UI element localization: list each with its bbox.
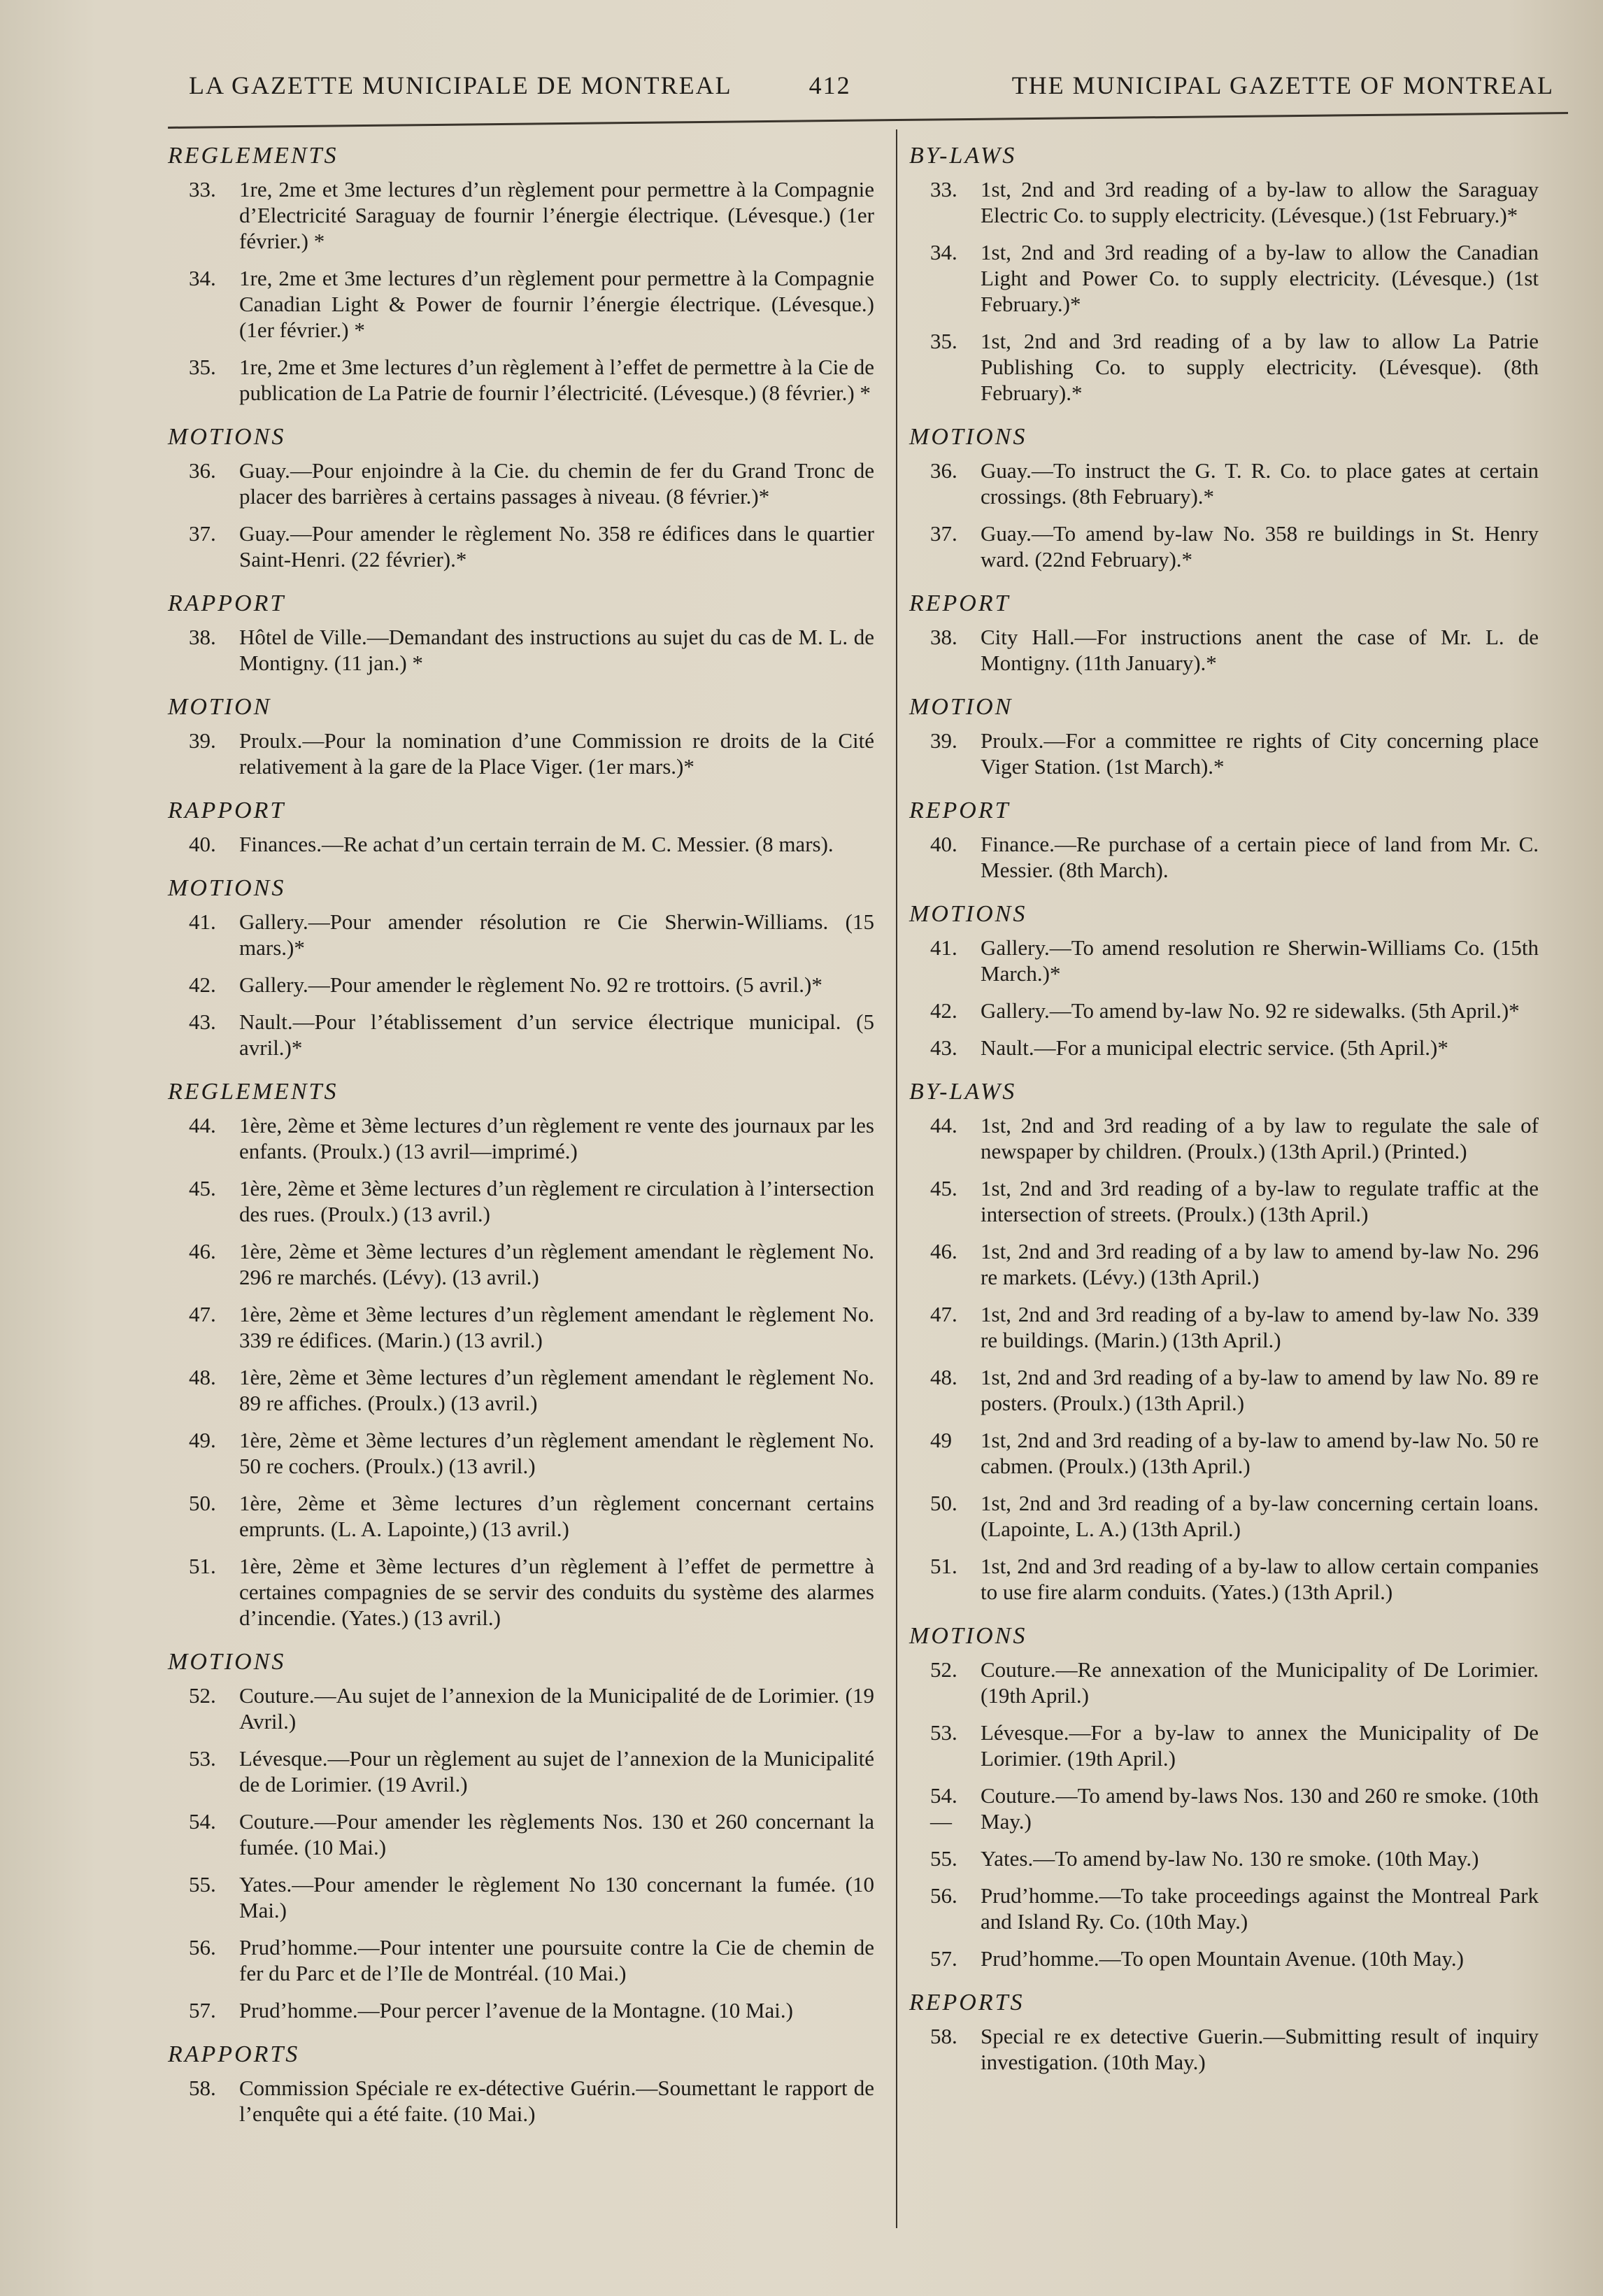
item-number: 44. xyxy=(189,1113,216,1138)
item-text: Guay.—To amend by-law No. 358 re buildings in St. Henry ward. (22nd February).* xyxy=(981,521,1539,572)
agenda-item xyxy=(168,1112,874,1164)
item-number: 37. xyxy=(189,521,216,546)
english-column xyxy=(909,133,1539,2093)
item-text: 1ère, 2ème et 3ème lectures d’un règlement amendant le règlement No. 296 re marchés. (Lévy). (13 avril.) xyxy=(239,1239,874,1289)
section-heading: RAPPORT xyxy=(168,798,286,823)
item-text: 1ère, 2ème et 3ème lectures d’un règlement re vente des journaux par les enfants. (Proulx.) (13 avril—imprimé.) xyxy=(239,1113,874,1163)
item-number: 55. xyxy=(189,1872,216,1897)
agenda-item xyxy=(909,1427,1539,1479)
item-text: Guay.—To instruct the G. T. R. Co. to place gates at certain crossings. (8th February).* xyxy=(981,458,1539,509)
agenda-item xyxy=(168,2075,874,2127)
item-number: 36. xyxy=(189,458,216,483)
item-number: 51. xyxy=(930,1554,957,1578)
agenda-item xyxy=(168,520,874,572)
item-text: 1ère, 2ème et 3ème lectures d’un règlement concernant certains emprunts. (L. A. Lapointe,) (13 avril.) xyxy=(239,1491,874,1541)
section-heading: MOTION xyxy=(909,694,1013,720)
item-text: Finances.—Re achat d’un certain terrain de M. C. Messier. (8 mars). xyxy=(239,832,834,856)
header-english-title: THE MUNICIPAL GAZETTE OF MONTREAL xyxy=(1011,71,1554,99)
item-text: 1ère, 2ème et 3ème lectures d’un règlement amendant le règlement No. 89 re affiches. (Proulx.) (13 avril.) xyxy=(239,1365,874,1415)
column-divider xyxy=(896,129,897,2228)
item-text: 1st, 2nd and 3rd reading of a by law to allow La Patrie Publishing Co. to supply electricity. (Lévesque). (8th February).* xyxy=(981,329,1539,405)
agenda-item xyxy=(909,458,1539,509)
agenda-item xyxy=(168,1238,874,1290)
section xyxy=(909,1623,1539,1971)
item-number: 39. xyxy=(930,728,957,753)
section xyxy=(909,694,1539,779)
item-number: 54. xyxy=(189,1809,216,1834)
item-text: Couture.—Re annexation of the Municipality of De Lorimier. (19th April.) xyxy=(981,1657,1539,1708)
section xyxy=(168,424,874,572)
item-number: 39. xyxy=(189,728,216,753)
section-heading: REPORT xyxy=(909,590,1011,616)
section-heading: MOTIONS xyxy=(909,1623,1027,1649)
agenda-item xyxy=(909,1112,1539,1164)
section xyxy=(909,798,1539,883)
item-text: 1st, 2nd and 3rd reading of a by-law to allow the Saraguay Electric Co. to supply electricity. (Lévesque.) (1st February.)* xyxy=(981,177,1539,227)
agenda-item xyxy=(909,1883,1539,1934)
item-number: 48. xyxy=(189,1365,216,1389)
agenda-item xyxy=(909,520,1539,572)
section-heading: REGLEMENTS xyxy=(168,143,339,169)
item-number: 44. xyxy=(930,1113,957,1138)
section-heading: MOTIONS xyxy=(168,875,286,901)
item-text: Couture.—Au sujet de l’annexion de la Municipalité de de Lorimier. (19 Avril.) xyxy=(239,1683,874,1734)
section-heading: BY-LAWS xyxy=(909,143,1017,169)
item-text: Nault.—For a municipal electric service. (5th April.)* xyxy=(981,1035,1448,1060)
section xyxy=(909,1079,1539,1605)
item-text: Commission Spéciale re ex-détective Guérin.—Soumettant le rapport de l’enquête qui a été faite. (10 Mai.) xyxy=(239,2076,874,2126)
item-text: 1re, 2me et 3me lectures d’un règlement pour permettre à la Compagnie d’Electricité Saraguay de fournir l’énergie électrique. (Lévesque.) (1er février.) * xyxy=(239,177,874,253)
item-text: Guay.—Pour enjoindre à la Cie. du chemin de fer du Grand Tronc de placer des barrières à certains passages à niveau. (8 février.)* xyxy=(239,458,874,509)
item-text: Nault.—Pour l’établissement d’un service électrique municipal. (5 avril.)* xyxy=(239,1009,874,1060)
agenda-item xyxy=(168,1934,874,1986)
item-number: 56. xyxy=(189,1935,216,1960)
item-number: 35. xyxy=(930,329,957,353)
agenda-item xyxy=(909,1035,1539,1061)
item-text: Yates.—To amend by-law No. 130 re smoke. (10th May.) xyxy=(981,1846,1479,1871)
agenda-item xyxy=(168,1808,874,1860)
agenda-item xyxy=(909,1301,1539,1353)
agenda-item xyxy=(909,728,1539,779)
agenda-item xyxy=(909,998,1539,1023)
item-text: Proulx.—For a committee re rights of City concerning place Viger Station. (1st March).* xyxy=(981,728,1539,779)
item-text: Couture.—To amend by-laws Nos. 130 and 260 re smoke. (10th May.) xyxy=(981,1783,1539,1834)
agenda-item xyxy=(168,1553,874,1631)
item-text: 1st, 2nd and 3rd reading of a by-law to amend by law No. 89 re posters. (Proulx.) (13th April.) xyxy=(981,1365,1539,1415)
item-text: 1ère, 2ème et 3ème lectures d’un règlement amendant le règlement No. 339 re édifices. (Marin.) (13 avril.) xyxy=(239,1302,874,1352)
agenda-item xyxy=(168,354,874,406)
item-number: 49. xyxy=(189,1428,216,1452)
item-text: 1st, 2nd and 3rd reading of a by-law to amend by-law No. 339 re buildings. (Marin.) (13th April.) xyxy=(981,1302,1539,1352)
item-number: 52. xyxy=(930,1657,957,1682)
agenda-item xyxy=(909,2023,1539,2075)
item-number: 50. xyxy=(189,1491,216,1515)
item-number: 57. xyxy=(930,1946,957,1971)
item-number: 40. xyxy=(930,832,957,856)
item-text: Hôtel de Ville.—Demandant des instructions au sujet du cas de M. L. de Montigny. (11 jan.) * xyxy=(239,625,874,675)
item-text: Gallery.—Pour amender résolution re Cie Sherwin-Williams. (15 mars.)* xyxy=(239,909,874,960)
section-heading: RAPPORT xyxy=(168,590,286,616)
agenda-item xyxy=(168,1997,874,2023)
item-number: 41. xyxy=(930,935,957,960)
page-number: 412 xyxy=(808,71,851,99)
agenda-item xyxy=(909,176,1539,228)
item-number: 47. xyxy=(189,1302,216,1326)
item-text: Gallery.—To amend resolution re Sherwin-Williams Co. (15th March.)* xyxy=(981,935,1539,986)
item-number: 43. xyxy=(189,1009,216,1034)
item-text: 1st, 2nd and 3rd reading of a by-law to regulate traffic at the intersection of streets. (Proulx.) (13th April.) xyxy=(981,1176,1539,1226)
item-text: 1st, 2nd and 3rd reading of a by-law to allow certain companies to use fire alarm conduits. (Yates.) (13th April.) xyxy=(981,1554,1539,1604)
agenda-item xyxy=(168,624,874,676)
item-number: 50. xyxy=(930,1491,957,1515)
section-heading: REPORT xyxy=(909,798,1011,823)
section xyxy=(909,901,1539,1061)
item-number: 55. xyxy=(930,1846,957,1871)
section xyxy=(168,1079,874,1631)
item-text: Gallery.—Pour amender le règlement No. 92 re trottoirs. (5 avril.)* xyxy=(239,972,822,997)
item-number: 38. xyxy=(930,625,957,649)
item-number: 53. xyxy=(930,1720,957,1745)
item-text: Prud’homme.—To open Mountain Avenue. (10th May.) xyxy=(981,1946,1464,1971)
agenda-item xyxy=(909,1553,1539,1605)
item-number: 33. xyxy=(189,177,216,201)
section xyxy=(168,2041,874,2127)
section xyxy=(168,590,874,676)
item-number: 54.— xyxy=(930,1783,957,1834)
agenda-item xyxy=(909,624,1539,676)
agenda-item xyxy=(168,176,874,254)
item-number: 56. xyxy=(930,1883,957,1908)
agenda-item xyxy=(168,1364,874,1416)
agenda-item xyxy=(168,1871,874,1923)
item-text: 1st, 2nd and 3rd reading of a by law to regulate the sale of newspaper by children. (Proulx.) (13th April.) (Printed.) xyxy=(981,1113,1539,1163)
item-number: 42. xyxy=(930,998,957,1023)
item-text: Prud’homme.—To take proceedings against the Montreal Park and Island Ry. Co. (10th May.) xyxy=(981,1883,1539,1934)
item-number: 33. xyxy=(930,177,957,201)
item-number: 48. xyxy=(930,1365,957,1389)
agenda-item xyxy=(909,1720,1539,1771)
french-column xyxy=(168,133,874,2145)
agenda-item xyxy=(168,909,874,961)
section-heading: MOTIONS xyxy=(168,1649,286,1675)
item-text: City Hall.—For instructions anent the case of Mr. L. de Montigny. (11th January).* xyxy=(981,625,1539,675)
item-number: 46. xyxy=(930,1239,957,1263)
section-heading: BY-LAWS xyxy=(909,1079,1017,1105)
section-heading: MOTIONS xyxy=(909,901,1027,927)
agenda-item xyxy=(909,1364,1539,1416)
item-number: 53. xyxy=(189,1746,216,1771)
section xyxy=(168,798,874,857)
agenda-item xyxy=(909,831,1539,883)
section-heading: RAPPORTS xyxy=(168,2041,300,2067)
item-number: 45. xyxy=(930,1176,957,1200)
item-text: Gallery.—To amend by-law No. 92 re sidewalks. (5th April.)* xyxy=(981,998,1520,1023)
item-number: 51. xyxy=(189,1554,216,1578)
section-heading: REGLEMENTS xyxy=(168,1079,339,1105)
item-number: 52. xyxy=(189,1683,216,1708)
item-text: 1re, 2me et 3me lectures d’un règlement à l’effet de permettre à la Cie de publication de La Patrie de fournir l’électricité. (Lévesque.) (8 février.) * xyxy=(239,355,874,405)
agenda-item xyxy=(168,728,874,779)
item-number: 38. xyxy=(189,625,216,649)
agenda-item xyxy=(909,1238,1539,1290)
agenda-item xyxy=(909,1783,1539,1834)
item-number: 34. xyxy=(189,266,216,290)
item-number: 49 xyxy=(930,1428,952,1452)
section-heading: MOTION xyxy=(168,694,272,720)
section-heading: MOTIONS xyxy=(909,424,1027,450)
item-text: 1ère, 2ème et 3ème lectures d’un règlement à l’effet de permettre à certaines compagnies de se servir des conduits du système des alarmes d’incendie. (Yates.) (13 avril.) xyxy=(239,1554,874,1630)
header-french-title: LA GAZETTE MUNICIPALE DE MONTREAL xyxy=(189,71,732,99)
agenda-item xyxy=(168,1427,874,1479)
agenda-item xyxy=(909,239,1539,317)
section xyxy=(909,590,1539,676)
item-text: 1re, 2me et 3me lectures d’un règlement pour permettre à la Compagnie Canadian Light & Power de fournir l’énergie électrique. (Lévesque.) (1er février.) * xyxy=(239,266,874,342)
item-number: 37. xyxy=(930,521,957,546)
item-text: Couture.—Pour amender les règlements Nos. 130 et 260 concernant la fumée. (10 Mai.) xyxy=(239,1809,874,1859)
item-text: Finance.—Re purchase of a certain piece of land from Mr. C. Messier. (8th March). xyxy=(981,832,1539,882)
item-number: 36. xyxy=(930,458,957,483)
agenda-item xyxy=(168,831,874,857)
item-text: Special re ex detective Guerin.—Submitting result of inquiry investigation. (10th May.) xyxy=(981,2024,1539,2074)
agenda-item xyxy=(168,1682,874,1734)
item-number: 57. xyxy=(189,1998,216,2022)
item-number: 58. xyxy=(189,2076,216,2100)
item-text: 1st, 2nd and 3rd reading of a by law to amend by-law No. 296 re markets. (Lévy.) (13th April.) xyxy=(981,1239,1539,1289)
agenda-item xyxy=(909,1657,1539,1708)
agenda-item xyxy=(168,1301,874,1353)
section-heading: MOTIONS xyxy=(168,424,286,450)
section xyxy=(909,424,1539,572)
item-number: 45. xyxy=(189,1176,216,1200)
agenda-item xyxy=(168,265,874,343)
item-number: 40. xyxy=(189,832,216,856)
agenda-item xyxy=(909,935,1539,986)
section xyxy=(909,143,1539,406)
section xyxy=(168,694,874,779)
agenda-item xyxy=(909,1946,1539,1971)
item-number: 58. xyxy=(930,2024,957,2048)
agenda-item xyxy=(168,1490,874,1542)
section xyxy=(168,1649,874,2023)
item-text: 1st, 2nd and 3rd reading of a by-law to amend by-law No. 50 re cabmen. (Proulx.) (13th April.) xyxy=(981,1428,1539,1478)
item-text: 1ère, 2ème et 3ème lectures d’un règlement re circulation à l’intersection des rues. (Proulx.) (13 avril.) xyxy=(239,1176,874,1226)
item-text: Prud’homme.—Pour intenter une poursuite contre la Cie de chemin de fer du Parc et de l’Ile de Montréal. (10 Mai.) xyxy=(239,1935,874,1985)
item-number: 34. xyxy=(930,240,957,264)
item-text: Proulx.—Pour la nomination d’une Commission re droits de la Cité relativement à la gare de la Place Viger. (1er mars.)* xyxy=(239,728,874,779)
item-number: 43. xyxy=(930,1035,957,1060)
item-number: 35. xyxy=(189,355,216,379)
item-text: 1st, 2nd and 3rd reading of a by-law to allow the Canadian Light and Power Co. to supply electricity. (Lévesque.) (1st February.)* xyxy=(981,240,1539,316)
item-number: 46. xyxy=(189,1239,216,1263)
item-text: 1ère, 2ème et 3ème lectures d’un règlement amendant le règlement No. 50 re cochers. (Proulx.) (13 avril.) xyxy=(239,1428,874,1478)
agenda-item xyxy=(909,328,1539,406)
item-text: Guay.—Pour amender le règlement No. 358 re édifices dans le quartier Saint-Henri. (22 février).* xyxy=(239,521,874,572)
item-number: 47. xyxy=(930,1302,957,1326)
agenda-item xyxy=(168,458,874,509)
agenda-item xyxy=(909,1845,1539,1871)
agenda-item xyxy=(909,1175,1539,1227)
agenda-item xyxy=(168,972,874,998)
item-text: Prud’homme.—Pour percer l’avenue de la Montagne. (10 Mai.) xyxy=(239,1998,793,2022)
section-heading: REPORTS xyxy=(909,1990,1025,2015)
agenda-item xyxy=(168,1745,874,1797)
item-number: 41. xyxy=(189,909,216,934)
agenda-item xyxy=(168,1175,874,1227)
item-text: Lévesque.—For a by-law to annex the Municipality of De Lorimier. (19th April.) xyxy=(981,1720,1539,1771)
section xyxy=(168,875,874,1061)
header-rule xyxy=(168,112,1568,129)
item-number: 42. xyxy=(189,972,216,997)
item-text: Yates.—Pour amender le règlement No 130 concernant la fumée. (10 Mai.) xyxy=(239,1872,874,1922)
section xyxy=(168,143,874,406)
section xyxy=(909,1990,1539,2075)
page-header xyxy=(189,64,1554,106)
agenda-item xyxy=(168,1009,874,1061)
item-text: 1st, 2nd and 3rd reading of a by-law concerning certain loans. (Lapointe, L. A.) (13th April.) xyxy=(981,1491,1539,1541)
agenda-item xyxy=(909,1490,1539,1542)
item-text: Lévesque.—Pour un règlement au sujet de l’annexion de la Municipalité de de Lorimier. (19 Avril.) xyxy=(239,1746,874,1797)
